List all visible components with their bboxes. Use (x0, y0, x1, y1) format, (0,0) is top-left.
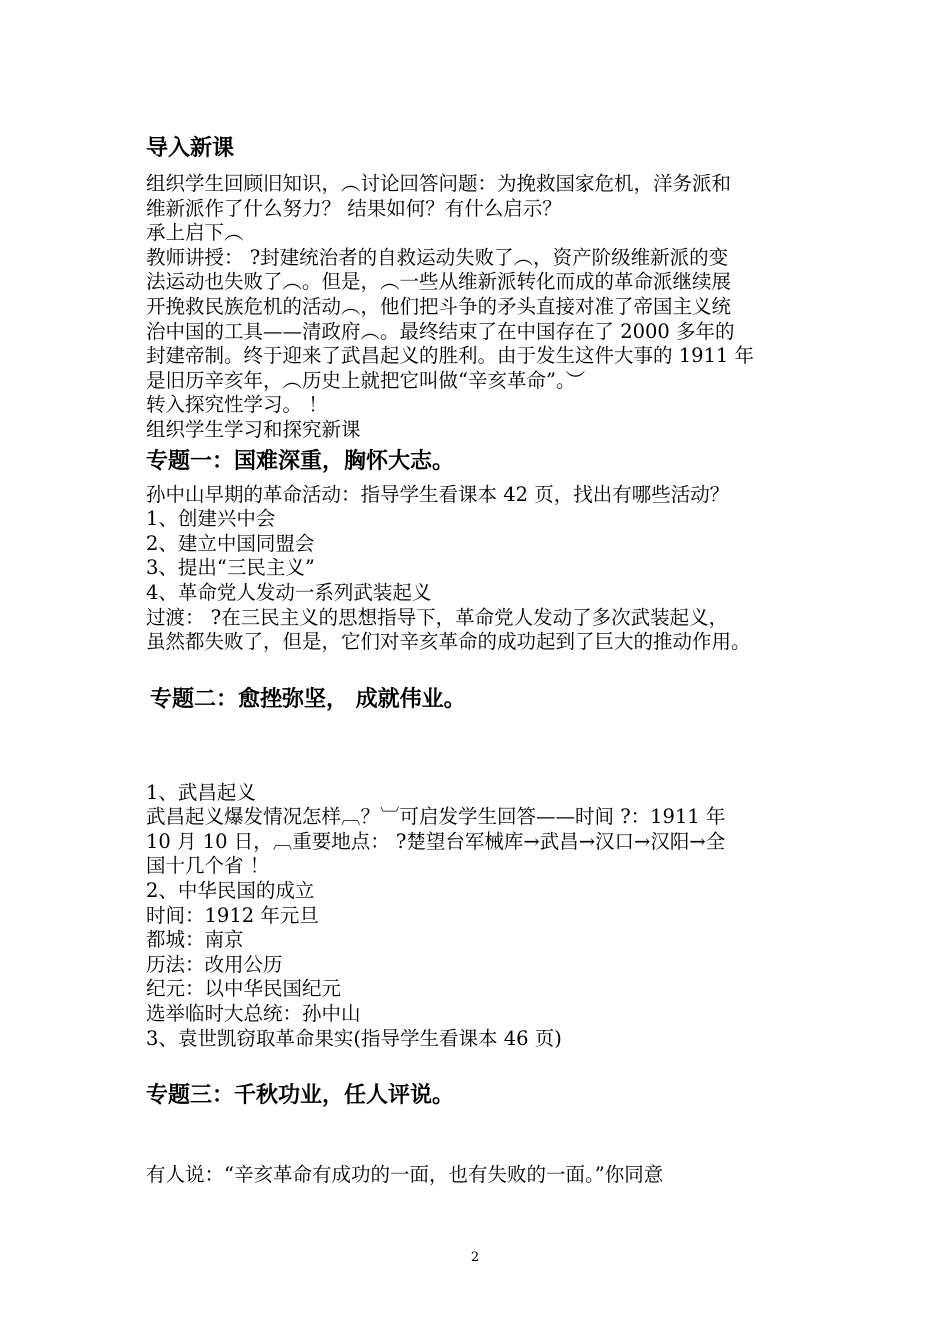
section-body-intro (146, 172, 816, 443)
text-line: 历法：改用公历 (146, 952, 283, 976)
text-line: 时间：1912 年元旦 (146, 903, 319, 927)
text-line: 教师讲授： ?封建统治者的自救运动失败了︵，资产阶级维新派的变 (146, 245, 729, 269)
section-heading-intro: 导入新课 (146, 136, 235, 161)
text-line: 治中国的工具——清政府︵。最终结束了在中国存在了 2000 多年的 (146, 319, 735, 343)
text-line: 维新派作了什么努力？ 结果如何？有什么启示？ (146, 196, 562, 220)
text-line: 过渡： ?在三民主义的思想指导下，革命党人发动了多次武装起义， (146, 605, 729, 629)
list-item: 3、袁世凯窃取革命果实(指导学生看课本 46 页) (146, 1026, 562, 1050)
section-heading-topic-3: 专题三：千秋功业，任人评说。 (146, 1083, 455, 1109)
page-content (146, 134, 816, 1188)
text-line: 纪元：以中华民国纪元 (146, 977, 342, 1001)
section-body-topic-3 (146, 1163, 816, 1188)
section-body-topic-2 (146, 781, 816, 1052)
text-line: 孙中山早期的革命活动：指导学生看课本 42 页，找出有哪些活动？ (146, 482, 730, 506)
list-item: 3、提出“三民主义” (146, 556, 315, 580)
text-line: 组织学生学习和探究新课 (146, 417, 361, 441)
list-item: 1、武昌起义 (146, 780, 256, 804)
text-line: 选举临时大总统：孙中山 (146, 1002, 361, 1026)
text-line: 封建帝制。终于迎来了武昌起义的胜利。由于发生这件大事的 1911 年 (146, 344, 755, 368)
section-heading-topic-1: 专题一：国难深重，胸怀大志。 (146, 448, 455, 474)
text-line: 10 月 10 日，︹重要地点： ?楚望台军械库→武昌→汉口→汉阳→全 (146, 829, 726, 853)
section-heading-topic-2: 专题二：愈挫弥坚， 成就伟业。 (150, 686, 466, 712)
text-line: 开挽救民族危机的活动︵，他们把斗争的矛头直接对准了帝国主义统 (146, 294, 732, 318)
text-line: 转入探究性学习。 ！ (146, 393, 328, 417)
list-item: 4、革命党人发动一系列武装起义 (146, 580, 432, 604)
text-line: 承上启下︵ (146, 221, 244, 245)
text-line: 武昌起义爆发情况怎样︹？︺可启发学生回答——时间 ?：1911 年 (146, 805, 726, 829)
spacer (146, 715, 816, 781)
text-line: 有人说：“辛亥革命有成功的一面，也有失败的一面。”你同意 (146, 1163, 664, 1187)
section-body-topic-1 (146, 483, 816, 655)
list-item: 2、中华民国的成立 (146, 879, 315, 903)
text-line: 组织学生回顾旧知识，︵讨论回答问题：为挽救国家危机，洋务派和 (146, 172, 732, 195)
text-line: 法运动也失败了︵。但是，︵一些从维新派转化而成的革命派继续展 (146, 270, 732, 294)
text-line: 是旧历辛亥年，︵历史上就把它叫做“辛亥革命”。︶ (146, 368, 586, 392)
spacer (146, 1111, 816, 1163)
text-line: 国十几个省 ！ (146, 854, 270, 878)
page-number: 2 (470, 1250, 480, 1265)
list-item: 2、建立中国同盟会 (146, 531, 315, 555)
text-line: 都城：南京 (146, 928, 244, 952)
text-line: 虽然都失败了，但是，它们对辛亥革命的成功起到了巨大的推动作用。 (146, 630, 751, 654)
list-item: 1、创建兴中会 (146, 507, 276, 531)
